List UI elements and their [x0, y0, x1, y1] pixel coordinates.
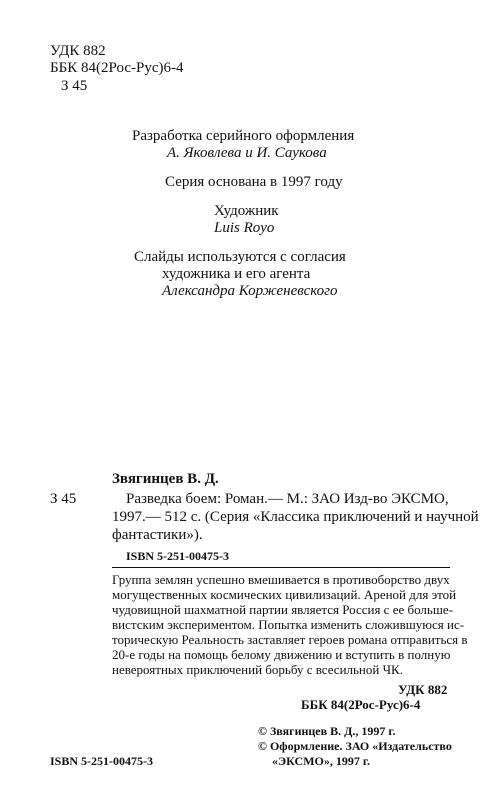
catalog-isbn: ISBN 5-251-00475-3 [126, 549, 230, 563]
catalog-entry-line: фантастики»). [112, 527, 203, 543]
abstract-line: могущественных космических цивилизаций. Ареной для этой [112, 587, 457, 602]
copyright-line: © Оформление. ЗАО «Издательство [258, 739, 452, 753]
artist-label: Художник [214, 203, 279, 219]
header-code: З 45 [61, 78, 88, 94]
header-udk: УДК 882 [50, 43, 106, 59]
catalog-code: З 45 [50, 491, 77, 507]
slides-line-1: Слайды используются с согласия [134, 249, 346, 265]
header-bbk: ББК 84(2Рос-Рус)6-4 [50, 60, 184, 76]
abstract-line: торическую Реальность заставляет героев романа отправиться в [112, 632, 468, 647]
abstract-divider [112, 567, 450, 568]
slides-line-2: художника и его агента [162, 266, 311, 282]
abstract-line: чудовищной шахматной партии является Россия с ее больше- [112, 602, 453, 617]
artist-name: Luis Royo [214, 220, 275, 236]
abstract-line: 20-е годы на помощь белому движению и вступить в полную [112, 647, 451, 662]
design-label: Разработка серийного оформления [132, 128, 355, 144]
catalog-entry-line: Разведка боем: Роман.— М.: ЗАО Изд-во ЭКСМО, [126, 491, 449, 507]
classification-bbk: ББК 84(2Рос-Рус)6-4 [301, 697, 421, 712]
slides-agent: Александра Корженевского [162, 283, 338, 299]
series-founded: Серия основана в 1997 году [165, 174, 343, 190]
catalog-author: Звягинцев В. Д. [112, 471, 219, 487]
design-names: А. Яковлева и И. Саукова [167, 145, 327, 161]
copyright-line: «ЭКСМО», 1997 г. [272, 754, 370, 768]
catalog-entry-line: 1997.— 512 с. (Серия «Классика приключений и научной [112, 509, 479, 525]
abstract-line: вистским экспериментом. Попытка изменить сложившуюся ис- [112, 617, 465, 632]
copyright-line: © Звягинцев В. Д., 1997 г. [258, 724, 396, 738]
abstract-line: Группа землян успешно вмешивается в противоборство двух [112, 572, 450, 587]
abstract-line: невероятных приключений борьбу с всесильной ЧК. [112, 662, 403, 677]
footer-isbn: ISBN 5-251-00475-3 [50, 754, 154, 768]
classification-udk: УДК 882 [398, 682, 448, 697]
